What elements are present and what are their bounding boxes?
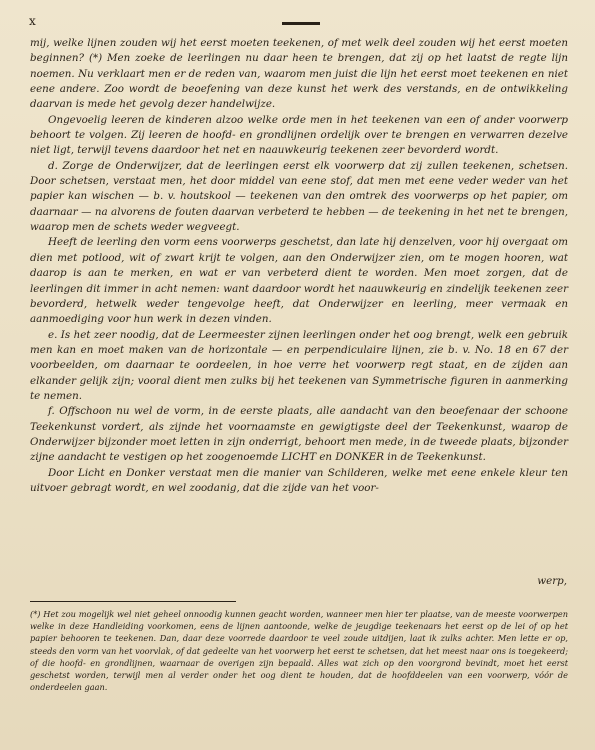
paragraph: Ongevoelig leeren de kinderen alzoo welke orde men in het teekenen van een of ander voorwerp behoort te volgen. Zij leeren de hoofd- en grondlijnen ordelijk over te brengen en verwarren dezelve niet ligt, terwijl tevens daardoor het net en naauwkeurig teekenen zeer bevorderd wordt. xyxy=(30,113,568,157)
footnote xyxy=(30,608,568,693)
paragraph: Door Licht en Donker verstaat men die manier van Schilderen, welke met eene enkele kleur ten uitvoer gebragt wordt, en wel zoodanig, dat die zijde van het voor- xyxy=(30,466,568,494)
paragraph-e: e. Is het zeer noodig, dat de Leermeester zijnen leerlingen onder het oog brengt, welk een gebruik men kan en moet maken van de horizontale — en perpendiculaire lijnen, zie b. v. No. 18 en 67 der voorbeelden, om daarnaar te oordeelen, in hoe verre het voorwerp regt staat, en de zijden aan elkander gelijk zijn; vooral dient men zulks bij het teekenen van Symmetrische figuren in aanmerking te nemen. xyxy=(30,328,568,402)
catchword: werp, xyxy=(537,575,567,587)
footnote-divider xyxy=(30,601,236,602)
main-text xyxy=(30,36,568,496)
page-number: x xyxy=(29,14,37,28)
paragraph: Heeft de leerling den vorm eens voorwerps geschetst, dan late hij denzelven, voor hij overgaat om dien met potlood, wit of zwart krijt te volgen, aan den Onderwijzer zien, om te mogen hooren, wat daarop is aan te merken, en wat er van verbeterd dient te worden. Men moet zorgen, dat de leerlingen dit immer in acht nemen: want daardoor wordt het naauwkeurig en zindelijk teekenen zeer bevorderd, hetwelk weder tengevolge heeft, dat Onderwijzer en leerling, meer vermaak en aanmoediging voor hun werk in dezen vinden. xyxy=(30,236,568,326)
paragraph-f: f. Offschoon nu wel de vorm, in de eerste plaats, alle aandacht van den beoefenaar der schoone Teekenkunst vordert, als zijnde het voornaamste en gewigtigste deel der Teekenkunst, waarop de Onderwijzer bijzonder moet letten in zijn onderrigt, behoort men mede, in de tweede plaats, bijzonder zijne aandacht te vestigen op het zoogenoemde LICHT en DONKER in de Teekenkunst. xyxy=(30,405,568,464)
paragraph-d: d. Zorge de Onderwijzer, dat de leerlingen eerst elk voorwerp dat zij zullen teekenen, schetsen. Door schetsen, verstaat men, het door middel van eene stof, dat men met eene veder weder van het papier kan wischen — b. v. houtskool — teekenen van den omtrek des voorwerps op het papier, om daarnaar — na alvorens de fouten daarvan verbeterd te hebben — de teekening in het net te brengen, waarop men de schets weder wegveegt. xyxy=(30,159,568,234)
paragraph: mij, welke lijnen zouden wij het eerst moeten teekenen, of met welk deel zouden wij het eerst moeten beginnen? (*) Men zoeke de leerlingen nu daar heen te brengen, dat zij op het laatst de regte lijn noemen. Nu verklaart men er de reden van, waarom men juist die lijn het eerst moet teekenen en niet eene andere. Zoo wordt de beoefening van deze kunst het werk des verstands, en de ontwikkeling daarvan is mede het gevolg dezer handelwijze. xyxy=(30,37,568,111)
footnote-text: (*) Het zou mogelijk wel niet geheel onnoodig kunnen geacht worden, wanneer men hier ter plaatse, van de meeste voorwerpen welke in deze Handleiding voorkomen, eens de lijnen aantoonde, welke de jeugdige teekenaars het eerst op de lei of op het papier behooren te teekenen. Dan, daar deze voorrede daardoor te veel zoude uitdijen, laat ik zulks achter. Men lette er op, steeds den vorm van het voorvlak, of dat gedeelte van het voorwerp het eerst te schetsen, dat het meest naar ons is toegekeerd; of die hoofd- en grondlijnen, waarnaar de overigen zijn bepaald. Alles wat zich op den voorgrond bevindt, moet het eerst geschetst worden, terwijl men al verder onder het oog dient te houden, dat de hoofddeelen van een voorwerp, vóór de onderdeelen gaan. xyxy=(30,609,568,693)
header-ornament-rule xyxy=(282,22,320,25)
